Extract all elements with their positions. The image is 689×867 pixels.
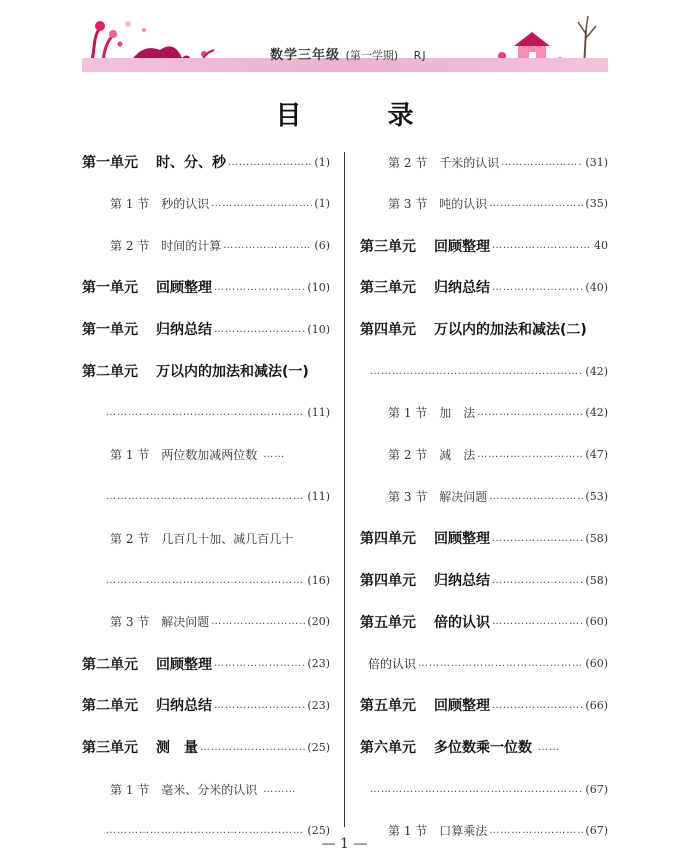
toc-unit-entry[interactable] bbox=[360, 610, 608, 634]
toc-entry-title bbox=[388, 446, 475, 463]
toc-entry-name: 万以内的加法和减法(一) bbox=[156, 364, 309, 380]
toc-entry-name: 加 法 bbox=[439, 406, 476, 421]
toc-entry-title bbox=[388, 195, 487, 212]
toc-entry-title bbox=[388, 154, 499, 171]
toc-entry-name: 口算乘法 bbox=[439, 824, 488, 839]
toc-entry-label: 第一单元 bbox=[82, 280, 138, 297]
toc-entry-label: 第四单元 bbox=[360, 322, 416, 339]
toc-page-number: (23) bbox=[307, 657, 330, 671]
toc-entry-name: 减 法 bbox=[439, 448, 476, 463]
toc-entry-name: 时、分、秒 bbox=[156, 155, 226, 171]
toc-unit-entry[interactable] bbox=[82, 150, 330, 174]
toc-page-number: 40 bbox=[594, 239, 608, 253]
toc-page-number: (6) bbox=[314, 239, 330, 253]
toc-section-entry[interactable] bbox=[82, 443, 330, 467]
toc-entry-name: 解决问题 bbox=[439, 489, 488, 504]
leader-dots bbox=[106, 575, 305, 586]
toc-page-number: (10) bbox=[307, 280, 330, 294]
page-number: — 1 — bbox=[321, 836, 368, 852]
toc-entry-label: 第三单元 bbox=[360, 238, 416, 255]
toc-entry-title bbox=[110, 195, 209, 212]
toc-page-number: (58) bbox=[585, 573, 608, 587]
toc-section-entry[interactable] bbox=[360, 150, 608, 174]
toc-entry-label: 第二单元 bbox=[82, 364, 138, 380]
toc-page-number: (10) bbox=[307, 322, 330, 336]
toc-page-number: (11) bbox=[307, 406, 330, 420]
toc-page-number: (1) bbox=[314, 155, 330, 169]
toc-entry-name: 测 量 bbox=[156, 740, 198, 757]
toc-section-entry[interactable] bbox=[82, 610, 330, 634]
leader-dots bbox=[489, 491, 583, 502]
toc-entry-title bbox=[360, 737, 532, 757]
leader-dots bbox=[492, 240, 592, 251]
toc-continuation-line[interactable] bbox=[360, 359, 608, 383]
toc-entry-title bbox=[110, 446, 257, 463]
toc-entry-title bbox=[110, 613, 209, 630]
toc-entry-label: 第 3 节 bbox=[110, 615, 150, 630]
leader-dots bbox=[200, 742, 305, 753]
toc-entry-title bbox=[360, 695, 490, 715]
toc-section-entry[interactable] bbox=[360, 484, 608, 508]
toc-entry-label: 第 1 节 bbox=[388, 824, 428, 839]
toc-page-number: (42) bbox=[585, 364, 608, 378]
toc-entry-label: 第四单元 bbox=[360, 531, 416, 548]
toc-entry-name: 回顾整理 bbox=[156, 656, 212, 673]
book-term: (第一学期) bbox=[345, 49, 399, 62]
toc-page-number: (60) bbox=[585, 615, 608, 629]
toc-entry-title bbox=[82, 277, 212, 297]
toc-entry-label: 第一单元 bbox=[82, 155, 138, 171]
toc-entry-title bbox=[360, 612, 490, 632]
toc-section-entry[interactable] bbox=[82, 234, 330, 258]
leader-dots bbox=[211, 616, 305, 627]
toc-entry-label: 第一单元 bbox=[82, 322, 138, 339]
leader-dots bbox=[106, 491, 305, 502]
book-edition: RJ bbox=[413, 49, 427, 62]
toc-entry-name: 回顾整理 bbox=[156, 280, 212, 297]
leader-dots bbox=[418, 658, 583, 669]
toc-continuation-line[interactable] bbox=[82, 484, 330, 508]
toc-entry-label: 第五单元 bbox=[360, 698, 416, 715]
toc-entry-label: 第 2 节 bbox=[388, 155, 428, 170]
toc-entry-label: 第六单元 bbox=[360, 740, 416, 757]
toc-page-number: (16) bbox=[307, 573, 330, 587]
toc-entry-label: 第 2 节 bbox=[110, 239, 150, 254]
leader-dots bbox=[214, 324, 305, 335]
toc-unit-entry[interactable] bbox=[82, 652, 330, 676]
toc-page-number: (40) bbox=[585, 280, 608, 294]
leader-dots bbox=[501, 157, 583, 168]
toc-subentry[interactable] bbox=[360, 652, 608, 676]
toc-entry-label: 第五单元 bbox=[360, 614, 416, 631]
toc-entry-label: 第 3 节 bbox=[388, 197, 428, 212]
header-banner bbox=[82, 10, 608, 74]
toc-entry-name: 倍的认识 bbox=[368, 657, 417, 672]
toc-entry-label: 第 2 节 bbox=[388, 448, 428, 463]
leader-dots: …… bbox=[538, 741, 560, 753]
toc-entry-name: 归纳总结 bbox=[434, 573, 490, 589]
book-title bbox=[270, 44, 427, 63]
toc-unit-entry[interactable] bbox=[82, 359, 330, 383]
toc-page-number: (23) bbox=[307, 698, 330, 712]
toc-entry-label: 第 2 节 bbox=[110, 531, 150, 546]
toc-entry-name: 回顾整理 bbox=[434, 531, 490, 548]
toc-section-entry[interactable] bbox=[360, 401, 608, 425]
toc-entry-title bbox=[388, 404, 475, 421]
toc-unit-entry[interactable] bbox=[360, 234, 608, 258]
leader-dots bbox=[211, 198, 312, 209]
leader-dots bbox=[477, 407, 583, 418]
toc-page-number: (60) bbox=[585, 657, 608, 671]
leader-dots bbox=[477, 449, 583, 460]
toc-entry-title bbox=[360, 236, 490, 256]
column-divider bbox=[344, 152, 345, 827]
page-title: 目 录 bbox=[275, 101, 444, 131]
toc-entry-title bbox=[360, 319, 587, 339]
toc-entry-name: 归纳总结 bbox=[434, 280, 490, 297]
toc-entry-title bbox=[82, 152, 226, 172]
toc-entry-name: 归纳总结 bbox=[156, 322, 212, 339]
leader-dots bbox=[214, 658, 305, 669]
toc-unit-entry[interactable] bbox=[82, 317, 330, 341]
leader-dots: …… bbox=[263, 449, 286, 461]
toc-entry-title bbox=[82, 654, 212, 674]
toc-page-number: (42) bbox=[585, 406, 608, 420]
toc-entry-name: 毫米、分米的认识 bbox=[161, 782, 258, 797]
leader-dots bbox=[106, 825, 305, 836]
leader-dots bbox=[214, 700, 305, 711]
toc-entry-title bbox=[82, 695, 212, 715]
toc-entry-name: 解决问题 bbox=[161, 615, 210, 630]
leader-dots bbox=[489, 198, 583, 209]
toc-page-number: (11) bbox=[307, 489, 330, 503]
leader-dots: ……… bbox=[263, 783, 297, 795]
toc-entry-title bbox=[110, 781, 257, 798]
toc-entry-label: 第 1 节 bbox=[110, 448, 150, 463]
toc-entry-title bbox=[360, 528, 490, 548]
toc-entry-title bbox=[388, 488, 487, 505]
toc-section-entry[interactable] bbox=[360, 443, 608, 467]
leader-dots bbox=[106, 407, 305, 418]
toc-entry-title bbox=[82, 361, 309, 381]
leader-dots bbox=[223, 240, 312, 251]
leader-dots bbox=[492, 700, 583, 711]
toc-page-number: (35) bbox=[585, 197, 608, 211]
toc-continuation-line[interactable] bbox=[360, 777, 608, 801]
leader-dots bbox=[370, 366, 583, 377]
toc-entry-label: 第二单元 bbox=[82, 698, 138, 715]
toc-entry-title bbox=[360, 570, 490, 590]
leader-dots bbox=[370, 784, 583, 795]
toc-entry-title bbox=[110, 237, 221, 254]
toc-continuation-line[interactable] bbox=[82, 401, 330, 425]
toc-entry-name: 千米的认识 bbox=[439, 155, 500, 170]
leader-dots bbox=[489, 825, 583, 836]
toc-entry-name: 几百几十加、减几百几十 bbox=[161, 531, 294, 546]
toc-entry-name: 万以内的加法和减法(二) bbox=[434, 322, 587, 339]
toc-page-number: (25) bbox=[307, 824, 330, 838]
toc-unit-entry[interactable] bbox=[360, 275, 608, 299]
toc-entry-label: 第三单元 bbox=[360, 280, 416, 297]
toc-entry-name: 两位数加减两位数 bbox=[161, 448, 258, 463]
leader-dots bbox=[228, 157, 312, 168]
toc-unit-entry[interactable] bbox=[82, 735, 330, 759]
toc-entry-label: 第四单元 bbox=[360, 573, 416, 589]
toc-entry-label: 第 3 节 bbox=[388, 489, 428, 504]
toc-page-number: (31) bbox=[585, 155, 608, 169]
leader-dots bbox=[492, 533, 583, 544]
toc-page-number: (67) bbox=[585, 824, 608, 838]
toc-entry-title bbox=[360, 277, 490, 297]
toc-entry-label: 第 1 节 bbox=[388, 406, 428, 421]
toc-entry-name: 回顾整理 bbox=[434, 238, 490, 255]
toc-entry-title bbox=[82, 319, 212, 339]
toc-section-entry[interactable] bbox=[360, 192, 608, 216]
toc-unit-entry[interactable] bbox=[82, 693, 330, 717]
toc-entry-label: 第 1 节 bbox=[110, 197, 150, 212]
toc-continuation-line[interactable] bbox=[82, 568, 330, 592]
toc-page-number: (66) bbox=[585, 698, 608, 712]
toc-unit-entry[interactable] bbox=[360, 735, 608, 759]
toc-entry-label: 第 1 节 bbox=[110, 782, 150, 797]
toc-entry-title bbox=[110, 530, 293, 547]
toc-entry-name: 回顾整理 bbox=[434, 698, 490, 715]
toc-entry-name: 吨的认识 bbox=[439, 197, 488, 212]
toc-entry-title bbox=[82, 737, 198, 757]
toc-unit-entry[interactable] bbox=[360, 568, 608, 592]
toc-entry-name: 秒的认识 bbox=[161, 197, 210, 212]
toc-page-number: (25) bbox=[307, 740, 330, 754]
toc-entry-label: 第二单元 bbox=[82, 656, 138, 673]
toc-entry-name: 归纳总结 bbox=[156, 698, 212, 715]
toc-page-number: (20) bbox=[307, 615, 330, 629]
leader-dots bbox=[214, 282, 305, 293]
toc-section-entry[interactable] bbox=[82, 192, 330, 216]
toc-unit-entry[interactable] bbox=[360, 317, 608, 341]
toc-unit-entry[interactable] bbox=[360, 693, 608, 717]
toc-page-number: (47) bbox=[585, 448, 608, 462]
toc-page-number: (58) bbox=[585, 531, 608, 545]
toc-entry-name: 倍的认识 bbox=[434, 614, 490, 631]
toc-entry-label: 第三单元 bbox=[82, 740, 138, 757]
toc-section-entry[interactable] bbox=[82, 777, 330, 801]
toc-page-number: (53) bbox=[585, 489, 608, 503]
leader-dots bbox=[492, 575, 583, 586]
leader-dots bbox=[492, 282, 583, 293]
toc-entry-name: 时间的计算 bbox=[161, 239, 222, 254]
toc-page-number: (1) bbox=[314, 197, 330, 211]
leader-dots bbox=[492, 616, 583, 627]
toc-page-number: (67) bbox=[585, 782, 608, 796]
book-title-text: 数学三年级 bbox=[270, 48, 341, 63]
toc-unit-entry[interactable] bbox=[360, 526, 608, 550]
toc-section-entry[interactable] bbox=[82, 526, 330, 550]
toc-entry-name: 多位数乘一位数 bbox=[434, 740, 532, 757]
toc-unit-entry[interactable] bbox=[82, 275, 330, 299]
